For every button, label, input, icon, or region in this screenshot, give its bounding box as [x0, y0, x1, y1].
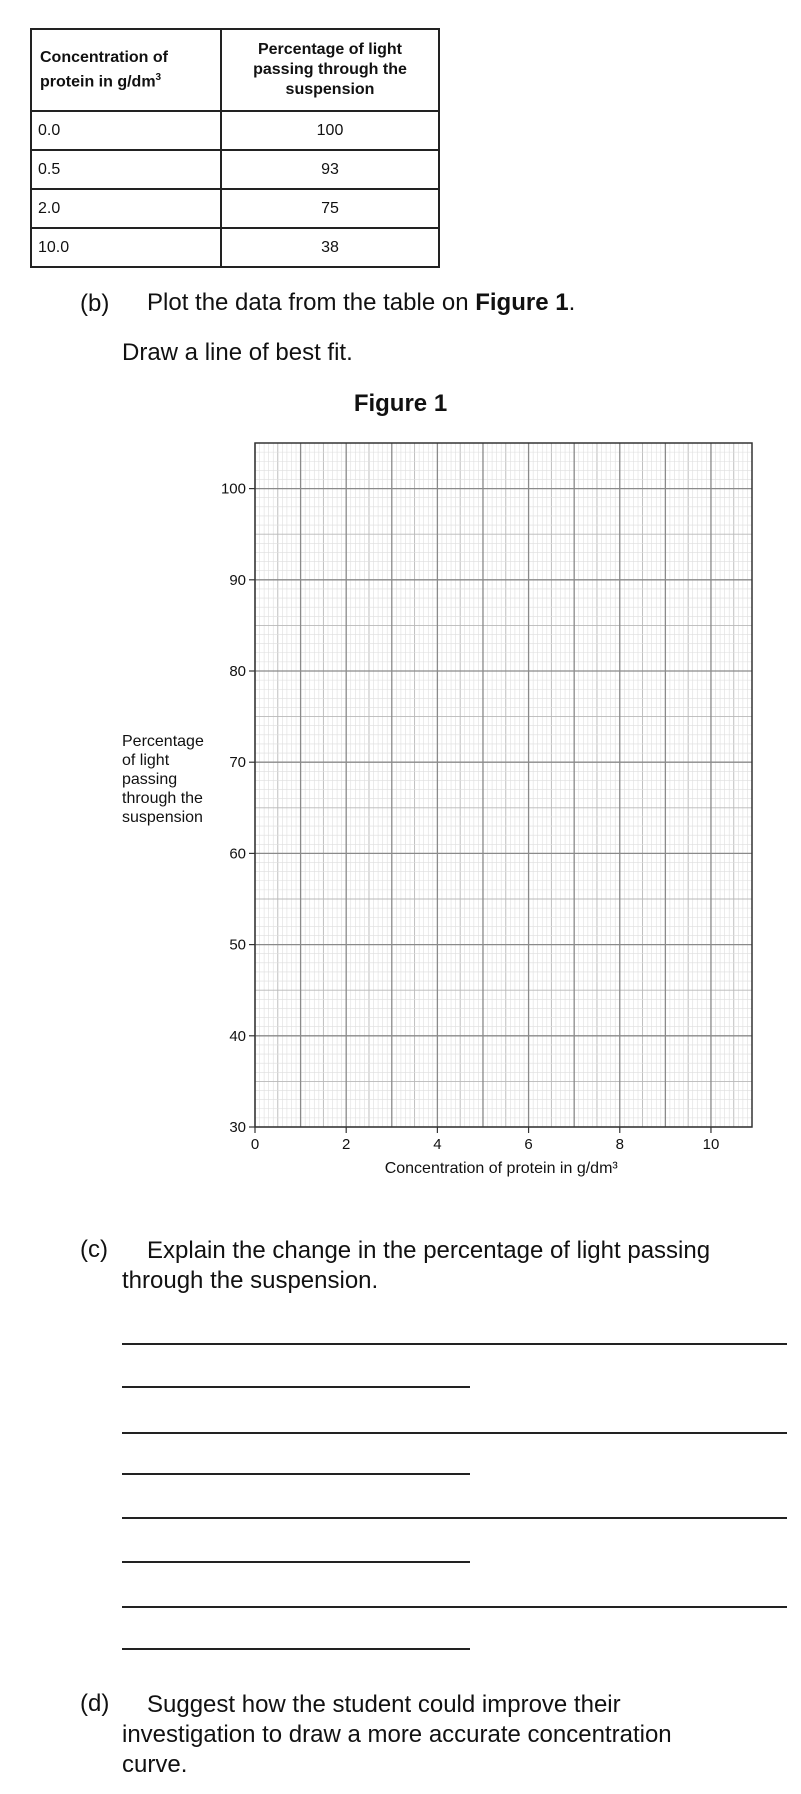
part-b-label: (b): [80, 290, 110, 317]
cell-percentage: 75: [221, 189, 439, 228]
cell-concentration: 2.0: [31, 189, 221, 228]
x-tick-label: 0: [250, 1136, 260, 1153]
part-d-line1: Suggest how the student could improve their: [147, 1691, 621, 1718]
y-tick-label: 100: [220, 480, 246, 498]
column-header-concentration-text: Concentration of protein in g/dm: [40, 48, 168, 91]
part-d-line3: curve.: [122, 1751, 188, 1778]
x-axis-label: Concentration of protein in g/dm³: [384, 1160, 618, 1177]
answer-line[interactable]: [122, 1432, 787, 1434]
y-tick-label: 60: [229, 845, 246, 863]
answer-line[interactable]: [122, 1606, 787, 1608]
cell-concentration: 10.0: [31, 228, 221, 267]
cell-percentage: 93: [221, 150, 439, 189]
answer-line[interactable]: [122, 1386, 470, 1388]
part-c-line2: through the suspension.: [122, 1267, 379, 1294]
part-c-line1: Explain the change in the percentage of light passing: [147, 1237, 711, 1264]
part-d-line2: investigation to draw a more accurate concentration: [122, 1721, 672, 1748]
cell-percentage: 38: [221, 228, 439, 267]
y-tick-label: 40: [229, 1027, 246, 1045]
y-tick-label: 80: [229, 663, 246, 680]
x-tick-label: 4: [433, 1136, 442, 1153]
column-header-superscript: 3: [155, 71, 162, 83]
minor-grid: [255, 443, 752, 1127]
part-c-label: (c): [80, 1236, 108, 1263]
cell-concentration: 0.0: [31, 111, 221, 150]
plot-frame: [255, 443, 752, 1127]
y-axis-label: Percentage of light passing through the suspension: [122, 733, 204, 826]
figure-title: Figure 1: [353, 390, 448, 417]
answer-line[interactable]: [122, 1561, 470, 1563]
y-tick-label: 30: [229, 1119, 246, 1136]
answer-line[interactable]: [122, 1517, 787, 1519]
part-b-text: Plot the data from the table on: [147, 289, 476, 316]
answer-line[interactable]: [122, 1343, 787, 1345]
y-tick-label: 70: [229, 754, 246, 772]
x-tick-label: 8: [615, 1136, 624, 1153]
part-b-figure-ref: Figure 1: [475, 289, 569, 316]
y-tick-label: 90: [229, 571, 246, 589]
major-grid: [255, 443, 752, 1127]
answer-line[interactable]: [122, 1473, 470, 1475]
answer-line[interactable]: [122, 1648, 470, 1650]
cell-percentage: 100: [221, 111, 439, 150]
part-b-instruction: Draw a line of best fit.: [122, 339, 353, 366]
x-tick-label: 6: [524, 1136, 533, 1153]
y-tick-label: 50: [229, 936, 246, 954]
x-tick-label: 2: [342, 1136, 351, 1153]
part-b-text-end: .: [568, 289, 576, 316]
part-d-label: (d): [80, 1690, 110, 1717]
column-header-percentage: Percentage of light passing through the suspension: [221, 29, 439, 111]
cell-concentration: 0.5: [31, 150, 221, 189]
x-tick-label: 10: [702, 1136, 720, 1153]
